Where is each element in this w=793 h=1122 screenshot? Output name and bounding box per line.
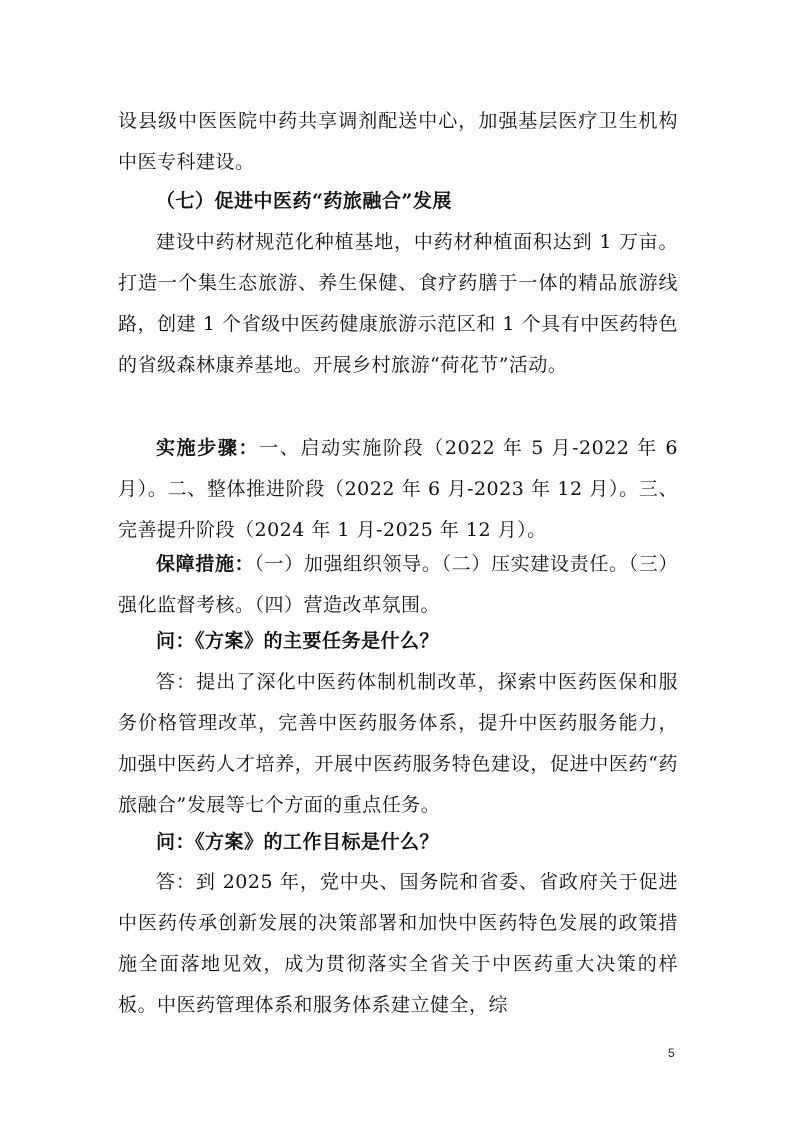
steps-label: 实施步骤： bbox=[156, 437, 260, 459]
paragraph-safeguard-measures bbox=[118, 544, 678, 626]
paragraph-section-seven: 建设中药材规范化种植基地，中药材种植面积达到 1 万亩。打造一个集生态旅游、养生保健、食疗药膳于一体的精品旅游线路，创建 1 个省级中医药健康旅游示范区和 1 个具有中医药特色的省级森林康养基地。开展乡村旅游“荷花节”活动。 bbox=[118, 231, 678, 376]
question-work-goals: 问：《方案》的工作目标是什么？ bbox=[156, 831, 440, 853]
steps-text: 一、启动实施阶段（2022 年 5 月-2022 年 6 月）。二、整体推进阶段（2022 年 6 月-2023 年 12 月）。三、完善提升阶段（2024 年 1 月-2025 年 12 月）。 bbox=[118, 437, 678, 541]
section-heading-seven: （七）促进中医药“药旅融合”发展 bbox=[156, 190, 452, 212]
question-main-tasks: 问：《方案》的主要任务是什么？ bbox=[156, 630, 440, 652]
paragraph-continuation: 设县级中医医院中药共享调剂配送中心，加强基层医疗卫生机构中医专科建设。 bbox=[118, 110, 678, 173]
measures-text: （一）加强组织领导。（二）压实建设责任。（三）强化监督考核。（四）营造改革氛围。 bbox=[118, 553, 678, 616]
measures-label: 保障措施： bbox=[156, 553, 255, 575]
paragraph-implementation-steps bbox=[118, 428, 678, 551]
answer-main-tasks: 答：提出了深化中医药体制机制改革，探索中医药医保和服务价格管理改革，完善中医药服务体系，提升中医药服务能力，加强中医药人才培养，开展中医药服务特色建设，促进中医药“药旅融合”发展等七个方面的重点任务。 bbox=[118, 671, 678, 816]
page-number: 5 bbox=[668, 1046, 675, 1060]
answer-work-goals: 答：到 2025 年，党中央、国务院和省委、省政府关于促进中医药传承创新发展的决策部署和加快中医药特色发展的政策措施全面落地见效，成为贯彻落实全省关于中医药重大决策的样板。中医药管理体系和服务体系建立健全，综 bbox=[118, 871, 678, 1016]
